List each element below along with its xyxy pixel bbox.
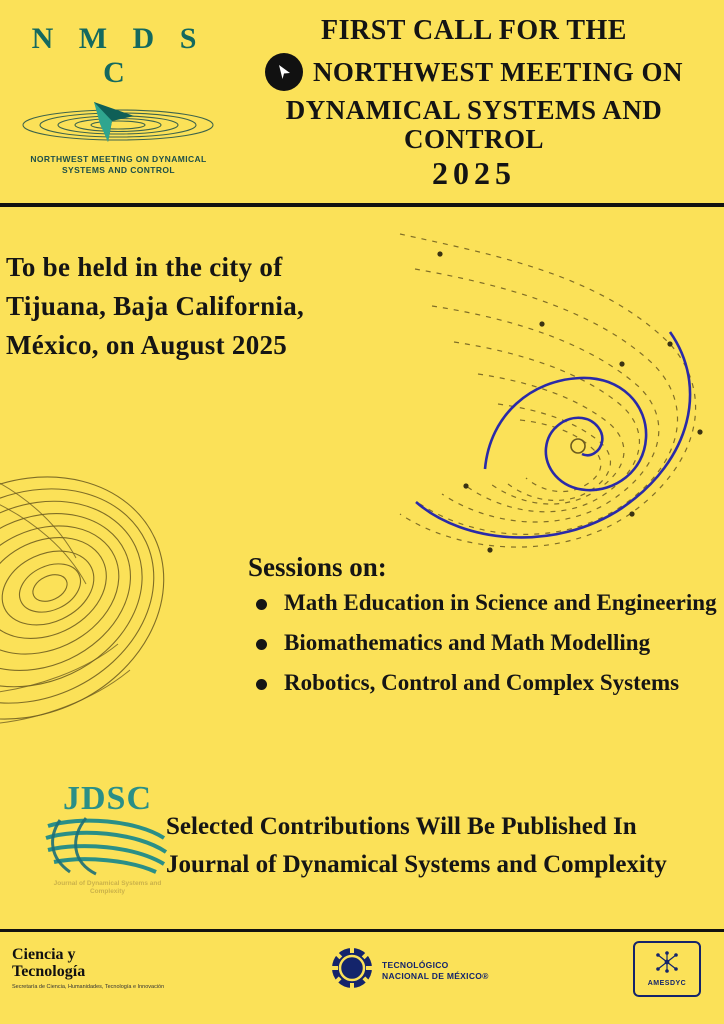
amesdyc-badge [633,941,701,997]
jdsc-logo [40,782,175,896]
poster-header [0,0,724,205]
phase-portrait-illustration [370,214,724,574]
poster-title [228,16,720,191]
poster-footer [0,929,724,1024]
jdsc-logo-mark [40,812,175,878]
list-item [248,591,724,614]
journal-line-2: Journal of Dynamical Systems and Complexity [166,850,667,878]
fingerprint-illustration [0,438,210,768]
header-divider [0,203,724,207]
nmdsc-logo-mark [16,94,221,152]
ciencia-line-1: Ciencia y [12,946,76,963]
list-item [248,631,724,654]
journal-text [166,808,711,883]
venue-line-3: México, on August 2025 [6,330,288,361]
bullet-icon [256,639,267,650]
title-line-1: FIRST CALL FOR THE [321,15,627,46]
nmdsc-logo [16,22,221,176]
bullet-icon [256,599,267,610]
cursor-arrow-icon [265,53,303,91]
journal-line-1: Selected Contributions Will Be Published In [166,813,637,840]
session-label: Biomathematics and Math Modelling [284,630,651,655]
venue-line-2: Tijuana, Baja California, [6,291,305,322]
nmdsc-logo-letters: N M D S C [31,22,206,89]
sessions-title: Sessions on: [248,552,387,582]
tecnologico-line-1: TECNOLÓGICO [382,959,449,970]
title-line-3: DYNAMICAL SYSTEMS AND CONTROL [285,95,663,154]
tecnologico-nacional-logo [330,945,489,996]
session-label: Robotics, Control and Complex Systems [284,670,680,695]
session-label: Math Education in Science and Engineering [284,590,717,615]
title-year: 2025 [432,155,516,192]
tecnologico-line-2: NACIONAL DE MÉXICO® [382,970,489,981]
network-nodes-icon [654,951,680,978]
bullet-icon [256,679,267,690]
venue-line-1: To be held in the city of [6,252,283,282]
amesdyc-label: AMESDYC [647,980,687,987]
tecnologico-text [382,960,489,982]
list-item [248,671,724,694]
title-line-2-row [228,53,720,91]
ciencia-tecnologia-logo [12,947,192,991]
nmdsc-logo-subtitle: NORTHWEST MEETING ON DYNAMICAL SYSTEMS AND CONTROL [30,154,207,175]
ciencia-line-2: Tecnología [12,962,86,980]
sessions-list [248,591,724,694]
ciencia-subtitle: Secretaría de Ciencia, Humanidades, Tecnología e Innovación [12,983,165,990]
amesdyc-logo [632,941,702,997]
venue-text [6,248,366,365]
jdsc-logo-word: JDSC [62,780,153,817]
title-line-2: NORTHWEST MEETING ON [312,57,684,88]
jdsc-logo-subtitle: Journal of Dynamical Systems and Complexity [53,880,162,895]
gear-logo-icon [330,945,374,996]
sessions-block [248,552,724,711]
footer-divider [0,929,724,932]
